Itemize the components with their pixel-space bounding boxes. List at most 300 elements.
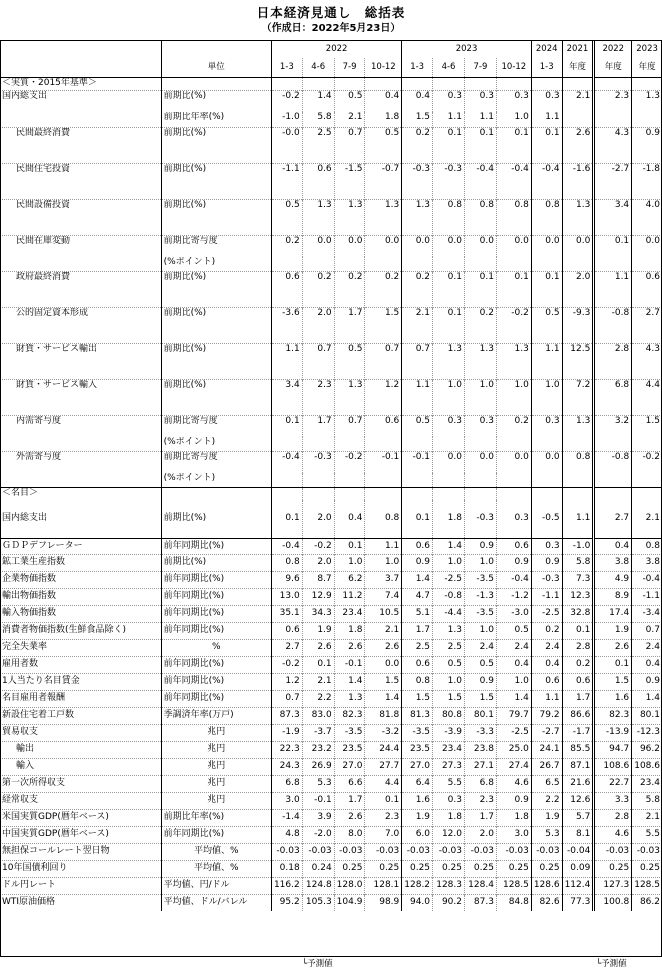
value-cell: 1.3 bbox=[334, 690, 365, 707]
row-label: 1人当たり名目賃金 bbox=[0, 673, 161, 690]
row-unit: 平均値、円/ドル bbox=[161, 877, 271, 894]
value-cell: 12.5 bbox=[562, 343, 594, 379]
value-cell: -0.03 bbox=[594, 843, 632, 860]
value-cell bbox=[562, 473, 594, 487]
value-cell: -3.4 bbox=[632, 605, 662, 622]
value-cell: -1.2 bbox=[496, 588, 531, 605]
value-cell: -9.3 bbox=[562, 307, 594, 343]
value-cell: 128.0 bbox=[334, 877, 365, 894]
value-cell: 3.4 bbox=[271, 379, 302, 415]
value-cell: -1.8 bbox=[632, 163, 662, 199]
value-cell: -0.0 bbox=[271, 127, 302, 163]
value-cell: 2.4 bbox=[496, 639, 531, 656]
value-cell: 0.3 bbox=[531, 415, 562, 437]
table-row bbox=[0, 792, 662, 809]
value-cell: 0.3 bbox=[433, 792, 465, 809]
row-label: 公的固定資本形成 bbox=[0, 307, 161, 343]
value-cell: 2.5 bbox=[402, 639, 433, 656]
row-label bbox=[0, 473, 161, 487]
value-cell: -2.7 bbox=[594, 163, 632, 199]
row-unit: 前年同期比(%) bbox=[161, 622, 271, 639]
value-cell: 6.8 bbox=[271, 775, 302, 792]
value-cell: 1.3 bbox=[464, 343, 496, 379]
table-row bbox=[0, 860, 662, 877]
quarter-header: 1-3 bbox=[531, 58, 562, 77]
value-cell: 128.5 bbox=[632, 877, 662, 894]
row-unit: 前期比(%) bbox=[161, 271, 271, 307]
value-cell: 0.2 bbox=[271, 235, 302, 257]
value-cell: 0.0 bbox=[365, 235, 402, 257]
row-label: ＧＤＰデフレーター bbox=[0, 538, 161, 554]
quarter-header: 10-12 bbox=[496, 58, 531, 77]
value-cell: 21.6 bbox=[562, 775, 594, 792]
value-cell: 1.4 bbox=[365, 690, 402, 707]
value-cell: 0.0 bbox=[334, 235, 365, 257]
row-unit: 前年同期比(%) bbox=[161, 826, 271, 843]
value-cell: -1.4 bbox=[271, 809, 302, 826]
value-cell: 22.7 bbox=[594, 775, 632, 792]
value-cell: 0.5 bbox=[334, 90, 365, 112]
value-cell: 4.3 bbox=[594, 127, 632, 163]
value-cell: 1.0 bbox=[531, 379, 562, 415]
value-cell: 0.7 bbox=[402, 343, 433, 379]
value-cell bbox=[334, 473, 365, 487]
value-cell: -0.4 bbox=[632, 571, 662, 588]
value-cell bbox=[365, 257, 402, 271]
value-cell: -1.9 bbox=[271, 724, 302, 741]
value-cell: -3.5 bbox=[402, 724, 433, 741]
value-cell: 0.8 bbox=[464, 199, 496, 235]
value-cell: 1.0 bbox=[464, 622, 496, 639]
value-cell bbox=[464, 257, 496, 271]
value-cell: 96.2 bbox=[632, 741, 662, 758]
value-cell: 0.1 bbox=[531, 127, 562, 163]
value-cell: -3.5 bbox=[464, 605, 496, 622]
year-header: 2022 bbox=[271, 40, 401, 58]
value-cell: -0.4 bbox=[496, 163, 531, 199]
value-cell: 0.8 bbox=[271, 554, 302, 571]
value-cell: 0.0 bbox=[433, 451, 465, 473]
value-cell: 1.9 bbox=[594, 622, 632, 639]
value-cell: 108.6 bbox=[632, 758, 662, 775]
value-cell: 2.0 bbox=[464, 826, 496, 843]
row-label: 国内総支出 bbox=[2, 513, 48, 524]
value-cell: 1.3 bbox=[562, 199, 594, 235]
value-cell: 0.5 bbox=[271, 199, 302, 235]
value-cell bbox=[365, 473, 402, 487]
row-label: 民間最終消費 bbox=[0, 127, 161, 163]
value-cell: 2.4 bbox=[632, 639, 662, 656]
value-cell: 5.3 bbox=[302, 775, 334, 792]
value-cell: 1.0 bbox=[496, 112, 531, 127]
value-cell: 1.0 bbox=[433, 379, 465, 415]
row-label: 内需寄与度 bbox=[0, 415, 161, 437]
row-label: 貿易収支 bbox=[0, 724, 161, 741]
value-cell: 0.4 bbox=[496, 656, 531, 673]
value-cell: 128.5 bbox=[496, 877, 531, 894]
value-cell: -0.5 bbox=[531, 500, 562, 538]
value-cell: 4.8 bbox=[271, 826, 302, 843]
value-cell: 0.25 bbox=[433, 860, 465, 877]
value-cell bbox=[562, 257, 594, 271]
row-unit: (%ポイント) bbox=[161, 437, 271, 451]
value-cell: -0.4 bbox=[271, 451, 302, 473]
value-cell: 27.3 bbox=[433, 758, 465, 775]
value-cell: 0.4 bbox=[594, 538, 632, 554]
value-cell bbox=[402, 437, 433, 451]
value-cell: -0.7 bbox=[365, 163, 402, 199]
row-unit: 前年同期比(%) bbox=[161, 605, 271, 622]
value-cell: 5.5 bbox=[433, 775, 465, 792]
value-cell: 1.4 bbox=[402, 571, 433, 588]
value-cell: 2.4 bbox=[464, 639, 496, 656]
value-cell: 0.4 bbox=[402, 90, 433, 112]
table-row bbox=[0, 571, 662, 588]
value-cell: -2.5 bbox=[531, 605, 562, 622]
value-cell: 5.1 bbox=[402, 605, 433, 622]
value-cell bbox=[632, 473, 662, 487]
value-cell: 2.8 bbox=[594, 809, 632, 826]
quarter-header: 7-9 bbox=[334, 58, 365, 77]
value-cell: -0.03 bbox=[334, 843, 365, 860]
value-cell: -0.03 bbox=[632, 843, 662, 860]
value-cell: 0.2 bbox=[562, 656, 594, 673]
value-cell: 22.3 bbox=[271, 741, 302, 758]
value-cell: 0.25 bbox=[632, 860, 662, 877]
table-row bbox=[0, 415, 662, 437]
row-label: 中国実質GDP(暦年ベース) bbox=[0, 826, 161, 843]
value-cell: 27.1 bbox=[464, 758, 496, 775]
value-cell: 5.8 bbox=[632, 792, 662, 809]
value-cell: 25.0 bbox=[496, 741, 531, 758]
value-cell: 98.9 bbox=[365, 894, 402, 911]
value-cell: 95.2 bbox=[271, 894, 302, 911]
value-cell: 0.9 bbox=[496, 792, 531, 809]
value-cell: 79.2 bbox=[531, 707, 562, 724]
row-unit: 兆円 bbox=[161, 775, 271, 792]
value-cell: -0.03 bbox=[402, 843, 433, 860]
value-cell: 0.0 bbox=[464, 235, 496, 257]
value-cell: 12.0 bbox=[433, 826, 465, 843]
value-cell: 0.6 bbox=[496, 538, 531, 554]
value-cell bbox=[271, 473, 302, 487]
row-unit: 前期比(%) bbox=[161, 90, 271, 112]
value-cell: 0.0 bbox=[531, 235, 562, 257]
value-cell: 3.0 bbox=[496, 826, 531, 843]
value-cell: 0.1 bbox=[496, 127, 531, 163]
value-cell: 2.0 bbox=[302, 554, 334, 571]
table-row bbox=[0, 758, 662, 775]
value-cell: 128.6 bbox=[531, 877, 562, 894]
value-cell: 82.6 bbox=[531, 894, 562, 911]
value-cell: -0.2 bbox=[271, 656, 302, 673]
value-cell: 4.4 bbox=[632, 379, 662, 415]
value-cell: 0.1 bbox=[302, 656, 334, 673]
value-cell: 127.3 bbox=[594, 877, 632, 894]
value-cell bbox=[496, 437, 531, 451]
value-cell: 3.3 bbox=[594, 792, 632, 809]
value-cell: 2.6 bbox=[562, 127, 594, 163]
row-unit: 前期比(%) bbox=[161, 343, 271, 379]
forecast-note: └予測値 bbox=[302, 959, 333, 969]
value-cell: 0.0 bbox=[433, 235, 465, 257]
table-row bbox=[0, 112, 662, 127]
row-unit: 前年同期比(%) bbox=[161, 571, 271, 588]
value-cell bbox=[302, 257, 334, 271]
value-cell bbox=[402, 257, 433, 271]
value-cell: 4.7 bbox=[402, 588, 433, 605]
value-cell: 12.9 bbox=[302, 588, 334, 605]
value-cell: 80.8 bbox=[433, 707, 465, 724]
value-cell: 1.3 bbox=[402, 199, 433, 235]
value-cell: 12.6 bbox=[562, 792, 594, 809]
value-cell bbox=[271, 437, 302, 451]
value-cell: 1.0 bbox=[334, 554, 365, 571]
table-row bbox=[0, 877, 662, 894]
value-cell: 0.9 bbox=[464, 673, 496, 690]
row-unit: 前期比(%) bbox=[161, 500, 271, 538]
value-cell: 0.3 bbox=[464, 415, 496, 437]
value-cell: 1.1 bbox=[464, 112, 496, 127]
row-label: 完全失業率 bbox=[0, 639, 161, 656]
value-cell: 3.9 bbox=[302, 809, 334, 826]
year-header: 2021 bbox=[562, 40, 594, 58]
value-cell: 1.1 bbox=[402, 379, 433, 415]
value-cell: 7.3 bbox=[562, 571, 594, 588]
value-cell: 1.1 bbox=[594, 271, 632, 307]
row-unit: 前期比(%) bbox=[161, 127, 271, 163]
value-cell: 87.1 bbox=[562, 758, 594, 775]
value-cell: -0.3 bbox=[433, 163, 465, 199]
table-row bbox=[0, 538, 662, 554]
value-cell: 0.8 bbox=[433, 199, 465, 235]
row-unit: 前期比寄与度 bbox=[161, 451, 271, 473]
value-cell: 1.5 bbox=[365, 307, 402, 343]
value-cell: -3.6 bbox=[271, 307, 302, 343]
value-cell: 94.7 bbox=[594, 741, 632, 758]
value-cell: 1.3 bbox=[334, 199, 365, 235]
value-cell: 94.0 bbox=[402, 894, 433, 911]
value-cell: 0.2 bbox=[302, 271, 334, 307]
quarter-header: 1-3 bbox=[402, 58, 433, 77]
value-cell: -2.5 bbox=[433, 571, 465, 588]
value-cell: 1.8 bbox=[433, 500, 465, 538]
value-cell: 12.3 bbox=[562, 588, 594, 605]
value-cell: 0.5 bbox=[496, 622, 531, 639]
value-cell: 1.8 bbox=[496, 809, 531, 826]
value-cell: 0.1 bbox=[433, 307, 465, 343]
table-row bbox=[0, 843, 662, 860]
value-cell: 128.1 bbox=[365, 877, 402, 894]
value-cell: 0.0 bbox=[402, 235, 433, 257]
value-cell: 2.3 bbox=[365, 809, 402, 826]
value-cell bbox=[531, 437, 562, 451]
value-cell: -1.6 bbox=[562, 163, 594, 199]
value-cell: 26.9 bbox=[302, 758, 334, 775]
value-cell: 0.4 bbox=[632, 656, 662, 673]
quarter-header: 4-6 bbox=[433, 58, 465, 77]
value-cell: 0.0 bbox=[496, 235, 531, 257]
row-unit: 前年同期比(%) bbox=[161, 538, 271, 554]
value-cell: 4.6 bbox=[594, 826, 632, 843]
value-cell: 17.4 bbox=[594, 605, 632, 622]
value-cell: 81.3 bbox=[402, 707, 433, 724]
value-cell: 2.6 bbox=[334, 639, 365, 656]
value-cell: 0.3 bbox=[433, 90, 465, 112]
value-cell: 23.4 bbox=[632, 775, 662, 792]
table-row bbox=[0, 163, 662, 199]
table-row bbox=[0, 271, 662, 307]
value-cell: 0.1 bbox=[594, 656, 632, 673]
value-cell: 2.7 bbox=[594, 500, 632, 538]
row-unit: 兆円 bbox=[161, 741, 271, 758]
row-label: 消費者物価指数(生鮮食品除く) bbox=[0, 622, 161, 639]
value-cell: 0.7 bbox=[302, 343, 334, 379]
value-cell: 6.2 bbox=[334, 571, 365, 588]
value-cell: 77.3 bbox=[562, 894, 594, 911]
table-row bbox=[0, 826, 662, 843]
value-cell: 0.25 bbox=[464, 860, 496, 877]
value-cell: -0.1 bbox=[334, 656, 365, 673]
value-cell: 5.5 bbox=[632, 826, 662, 843]
value-cell: 3.4 bbox=[594, 199, 632, 235]
value-cell: 0.25 bbox=[531, 860, 562, 877]
value-cell: 0.25 bbox=[402, 860, 433, 877]
value-cell: 23.4 bbox=[334, 605, 365, 622]
value-cell: -0.1 bbox=[365, 451, 402, 473]
row-unit: 前期比(%) bbox=[161, 199, 271, 235]
value-cell: 1.1 bbox=[365, 538, 402, 554]
value-cell: -0.2 bbox=[302, 538, 334, 554]
value-cell: 0.1 bbox=[562, 622, 594, 639]
value-cell: 3.7 bbox=[365, 571, 402, 588]
value-cell: 7.4 bbox=[365, 588, 402, 605]
value-cell: 0.1 bbox=[464, 271, 496, 307]
value-cell: -2.7 bbox=[531, 724, 562, 741]
value-cell: -1.0 bbox=[271, 112, 302, 127]
forecast-note: └予測値 bbox=[596, 959, 627, 969]
value-cell: -1.1 bbox=[531, 588, 562, 605]
value-cell: 0.9 bbox=[531, 554, 562, 571]
value-cell: 5.8 bbox=[302, 112, 334, 127]
value-cell: 0.2 bbox=[496, 415, 531, 437]
value-cell bbox=[302, 473, 334, 487]
value-cell: -0.03 bbox=[302, 843, 334, 860]
value-cell: 0.0 bbox=[365, 656, 402, 673]
table-row bbox=[0, 724, 662, 741]
table-row bbox=[0, 894, 662, 911]
section-title: ＜名目＞ bbox=[0, 487, 161, 500]
fy-header: 年度 bbox=[632, 58, 662, 77]
value-cell: 0.0 bbox=[302, 235, 334, 257]
value-cell: -1.0 bbox=[562, 538, 594, 554]
value-cell: -0.2 bbox=[271, 90, 302, 112]
value-cell: 0.25 bbox=[334, 860, 365, 877]
value-cell bbox=[433, 257, 465, 271]
value-cell: 100.8 bbox=[594, 894, 632, 911]
value-cell: 5.7 bbox=[562, 809, 594, 826]
value-cell: -12.3 bbox=[632, 724, 662, 741]
value-cell: 0.8 bbox=[496, 199, 531, 235]
value-cell: 2.1 bbox=[365, 622, 402, 639]
value-cell: 0.2 bbox=[531, 622, 562, 639]
row-label: 政府最終消費 bbox=[0, 271, 161, 307]
value-cell: 0.0 bbox=[632, 235, 662, 257]
value-cell bbox=[334, 257, 365, 271]
value-cell: -0.4 bbox=[464, 163, 496, 199]
value-cell: 1.5 bbox=[464, 690, 496, 707]
value-cell: 0.6 bbox=[402, 538, 433, 554]
value-cell: 1.4 bbox=[496, 690, 531, 707]
value-cell: -0.03 bbox=[464, 843, 496, 860]
value-cell: 27.0 bbox=[334, 758, 365, 775]
value-cell: 82.3 bbox=[334, 707, 365, 724]
row-label: 輸入 bbox=[0, 758, 161, 775]
value-cell bbox=[594, 257, 632, 271]
value-cell: 0.7 bbox=[334, 127, 365, 163]
value-cell: 0.5 bbox=[464, 656, 496, 673]
value-cell: 1.3 bbox=[562, 415, 594, 437]
value-cell: 8.0 bbox=[334, 826, 365, 843]
value-cell: 0.1 bbox=[464, 127, 496, 163]
value-cell: 0.0 bbox=[562, 235, 594, 257]
value-cell: 0.9 bbox=[632, 673, 662, 690]
value-cell: 112.4 bbox=[562, 877, 594, 894]
value-cell: 2.3 bbox=[464, 792, 496, 809]
value-cell: 0.5 bbox=[402, 415, 433, 437]
value-cell bbox=[594, 112, 632, 127]
value-cell: -0.03 bbox=[531, 843, 562, 860]
row-unit: 前期比(%) bbox=[161, 307, 271, 343]
value-cell: 0.09 bbox=[562, 860, 594, 877]
value-cell: 2.1 bbox=[402, 307, 433, 343]
value-cell: 128.3 bbox=[433, 877, 465, 894]
value-cell: 0.6 bbox=[531, 673, 562, 690]
value-cell: 6.0 bbox=[402, 826, 433, 843]
table-row bbox=[0, 605, 662, 622]
table-row bbox=[0, 235, 662, 257]
value-cell: 4.9 bbox=[594, 571, 632, 588]
table-row bbox=[0, 199, 662, 235]
value-cell: 108.6 bbox=[594, 758, 632, 775]
row-label: 民間住宅投資 bbox=[0, 163, 161, 199]
value-cell bbox=[632, 257, 662, 271]
summary-table bbox=[0, 40, 662, 911]
value-cell: 0.1 bbox=[433, 271, 465, 307]
row-label: 雇用者数 bbox=[0, 656, 161, 673]
value-cell: 0.0 bbox=[531, 451, 562, 473]
value-cell: 0.25 bbox=[594, 860, 632, 877]
fy-header: 年度 bbox=[562, 58, 594, 77]
value-cell: 32.8 bbox=[562, 605, 594, 622]
value-cell: 1.1 bbox=[433, 112, 465, 127]
value-cell: 0.8 bbox=[365, 500, 402, 538]
value-cell: 2.0 bbox=[302, 500, 334, 538]
value-cell bbox=[302, 437, 334, 451]
value-cell bbox=[562, 112, 594, 127]
value-cell: 0.6 bbox=[302, 163, 334, 199]
value-cell: 2.0 bbox=[302, 307, 334, 343]
value-cell: 2.3 bbox=[302, 379, 334, 415]
value-cell: 0.3 bbox=[464, 90, 496, 112]
value-cell: 0.8 bbox=[632, 538, 662, 554]
value-cell: 0.2 bbox=[402, 271, 433, 307]
value-cell: 0.9 bbox=[402, 554, 433, 571]
quarter-header: 4-6 bbox=[302, 58, 334, 77]
row-unit: 前期比(%) bbox=[161, 554, 271, 571]
year-header: 2023 bbox=[402, 40, 532, 58]
table-row bbox=[0, 622, 662, 639]
